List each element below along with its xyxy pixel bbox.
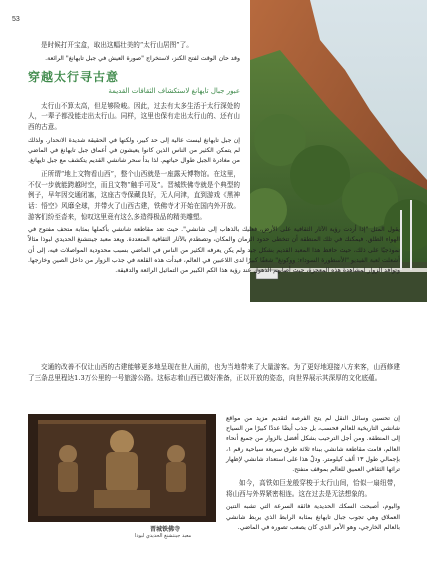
paragraph-1-zh: 太行山不算太高，但足够险峻。因此，过去有太多生活于太行深处的人，一辈子都没能走出太行山。同样，这里也保有走出太行山的、还有山西的古意。 xyxy=(28,101,240,131)
right-ar-2: واليوم، أصبحت السكك الحديدية فائقة السرعة التي تشبه التنين العملاق وهي تجوب جبال تايهانغ بمثابة الرابط الذي يربط شانشي بالعالم الخارجي، وهو الأمر الذي كان يصعب تصوره في الماضي. xyxy=(226,503,400,531)
section-title-zh: 穿越太行寻古意 xyxy=(28,69,120,84)
iron-buddha-photo xyxy=(28,414,216,522)
paragraph-2-ar: يقول المثل "إذا أردت رؤية الآثار الثقافية على الأرض، فعليك بالذهاب إلى شانشي". حيث تعد مقاطعة شانشي بأكملها بمثابة متحف مفتوح في الهواء الطلق. فيمكنك في تلك المنطقة أن تتخطى حدود الزمان والمكان، وتصطدم بالآثار الثقافية المتعددة. ويعد معبد جينتشنغ الحديدي لبوذا مثالاً نموذجيًا على ذلك، حيث حافظ هذا المعبد القديم بشكل جيد ولم يكن يعرفه الكثير من الناس في الماضي بسبب محدودية المواصلات فيه، إلى أن أشعلت لعبة الفيديو "الأسطورة السوداء: ووكونغ" شغفًا كبيرًا لدى اللاعبين في العالم، فبدأت هذه القلعة في جذب الزوار من داخل الصين وخارجها. وتوافد الزوار لمشاهدة هذه المعجزة، حيث أصابهم الذهول عند رؤية هذا الكم الكبير من التماثيل الرائعة والدقيقة. xyxy=(28,226,400,274)
intro-zh: 是时候打开宝盒，取出这幅壮美的“太行山居图”了。 xyxy=(41,41,193,49)
full-width-text xyxy=(28,362,400,386)
right-ar-1: إن تحسين وسائل النقل لم يتح الفرصة لتقديم مزيد من مواقع شانشي التاريخية للعالم فحسب، بل جذب أيضًا عددًا كبيرًا من السياح إلى المنطقة. ومن أجل الترحيب بشكل أفضل بالزوار من جميع أنحاء العالم، قامت مقاطعة شانشي ببناء ثلاثة طرق سريعة سياحية رقم ١، بإجمالي طول ١٣ ألف كيلومتر. ودلّ هذا على استعداد شانشي لإظهار تراثها الثقافي العميق للعالم بموقف منفتح. xyxy=(225,415,400,474)
section-title-ar: عبور جبال تايهانغ لاستكشاف الثقافات القديمة xyxy=(108,86,240,95)
right-column xyxy=(226,414,400,536)
paragraph-2-zh: 正所谓“地上文物看山西”，整个山西就是一座露天博物馆。在这里，不仅一步就能跨越时空，而且文物“触手可及”。晋城铁佛寺就是个典型的例子，早年因交通闭塞，这座古寺保藏良好，无人问津，直到游戏《黑神话：悟空》风靡全球，并带火了山西古建，铁佛寺才开始在国内外开放。游客们纷至沓来，惊叹这里竟有这么多造得极品的精美雕塑。 xyxy=(28,170,240,221)
iron-buddha-photo-svg xyxy=(28,414,216,522)
right-zh-1: 如今，高铁如巨龙般穿梭于太行山间，恰似一扇纽带，将山西与外界紧密相连。这在过去是无法想象的。 xyxy=(226,479,400,498)
caption-ar: معبد جينتشنغ الحديدي لبوذا xyxy=(135,533,192,539)
caption-zh: 晋城铁佛寺 xyxy=(150,526,181,533)
intro-ar: وقد حان الوقت لفتح الكنز، لاستخراج "صورة العيش في جبل تايهانغ" الرائعة. xyxy=(45,54,240,62)
full-width-zh: 交通的改善不仅让山西的古建能够更多地呈现在世人面前，也为当地带来了大量游客。为了更好地迎接八方来客，山西修建了三条总里程达1.3万公里的一号旅游公路。这标志着山西已做好准备，正以开放的姿态，向世界展示其深厚的文化底蕴。 xyxy=(28,363,400,382)
left-column xyxy=(28,40,400,279)
page-number: 53 xyxy=(12,16,20,23)
paragraph-1-ar: إن جبل تايهانغ ليست عالية إلى حد كبير، ولكنها في الحقيقة شديدة الانحدار. ولذلك لم يتمكن الكثير من الناس الذين كانوا يعيشون في أعماق جبل تايهانغ في الماضي من مغادرة الجبل طوال حياتهم. لذا بدأ سحر شانشي القديم يتكشف مع جبل تايهانغ. xyxy=(28,136,240,164)
